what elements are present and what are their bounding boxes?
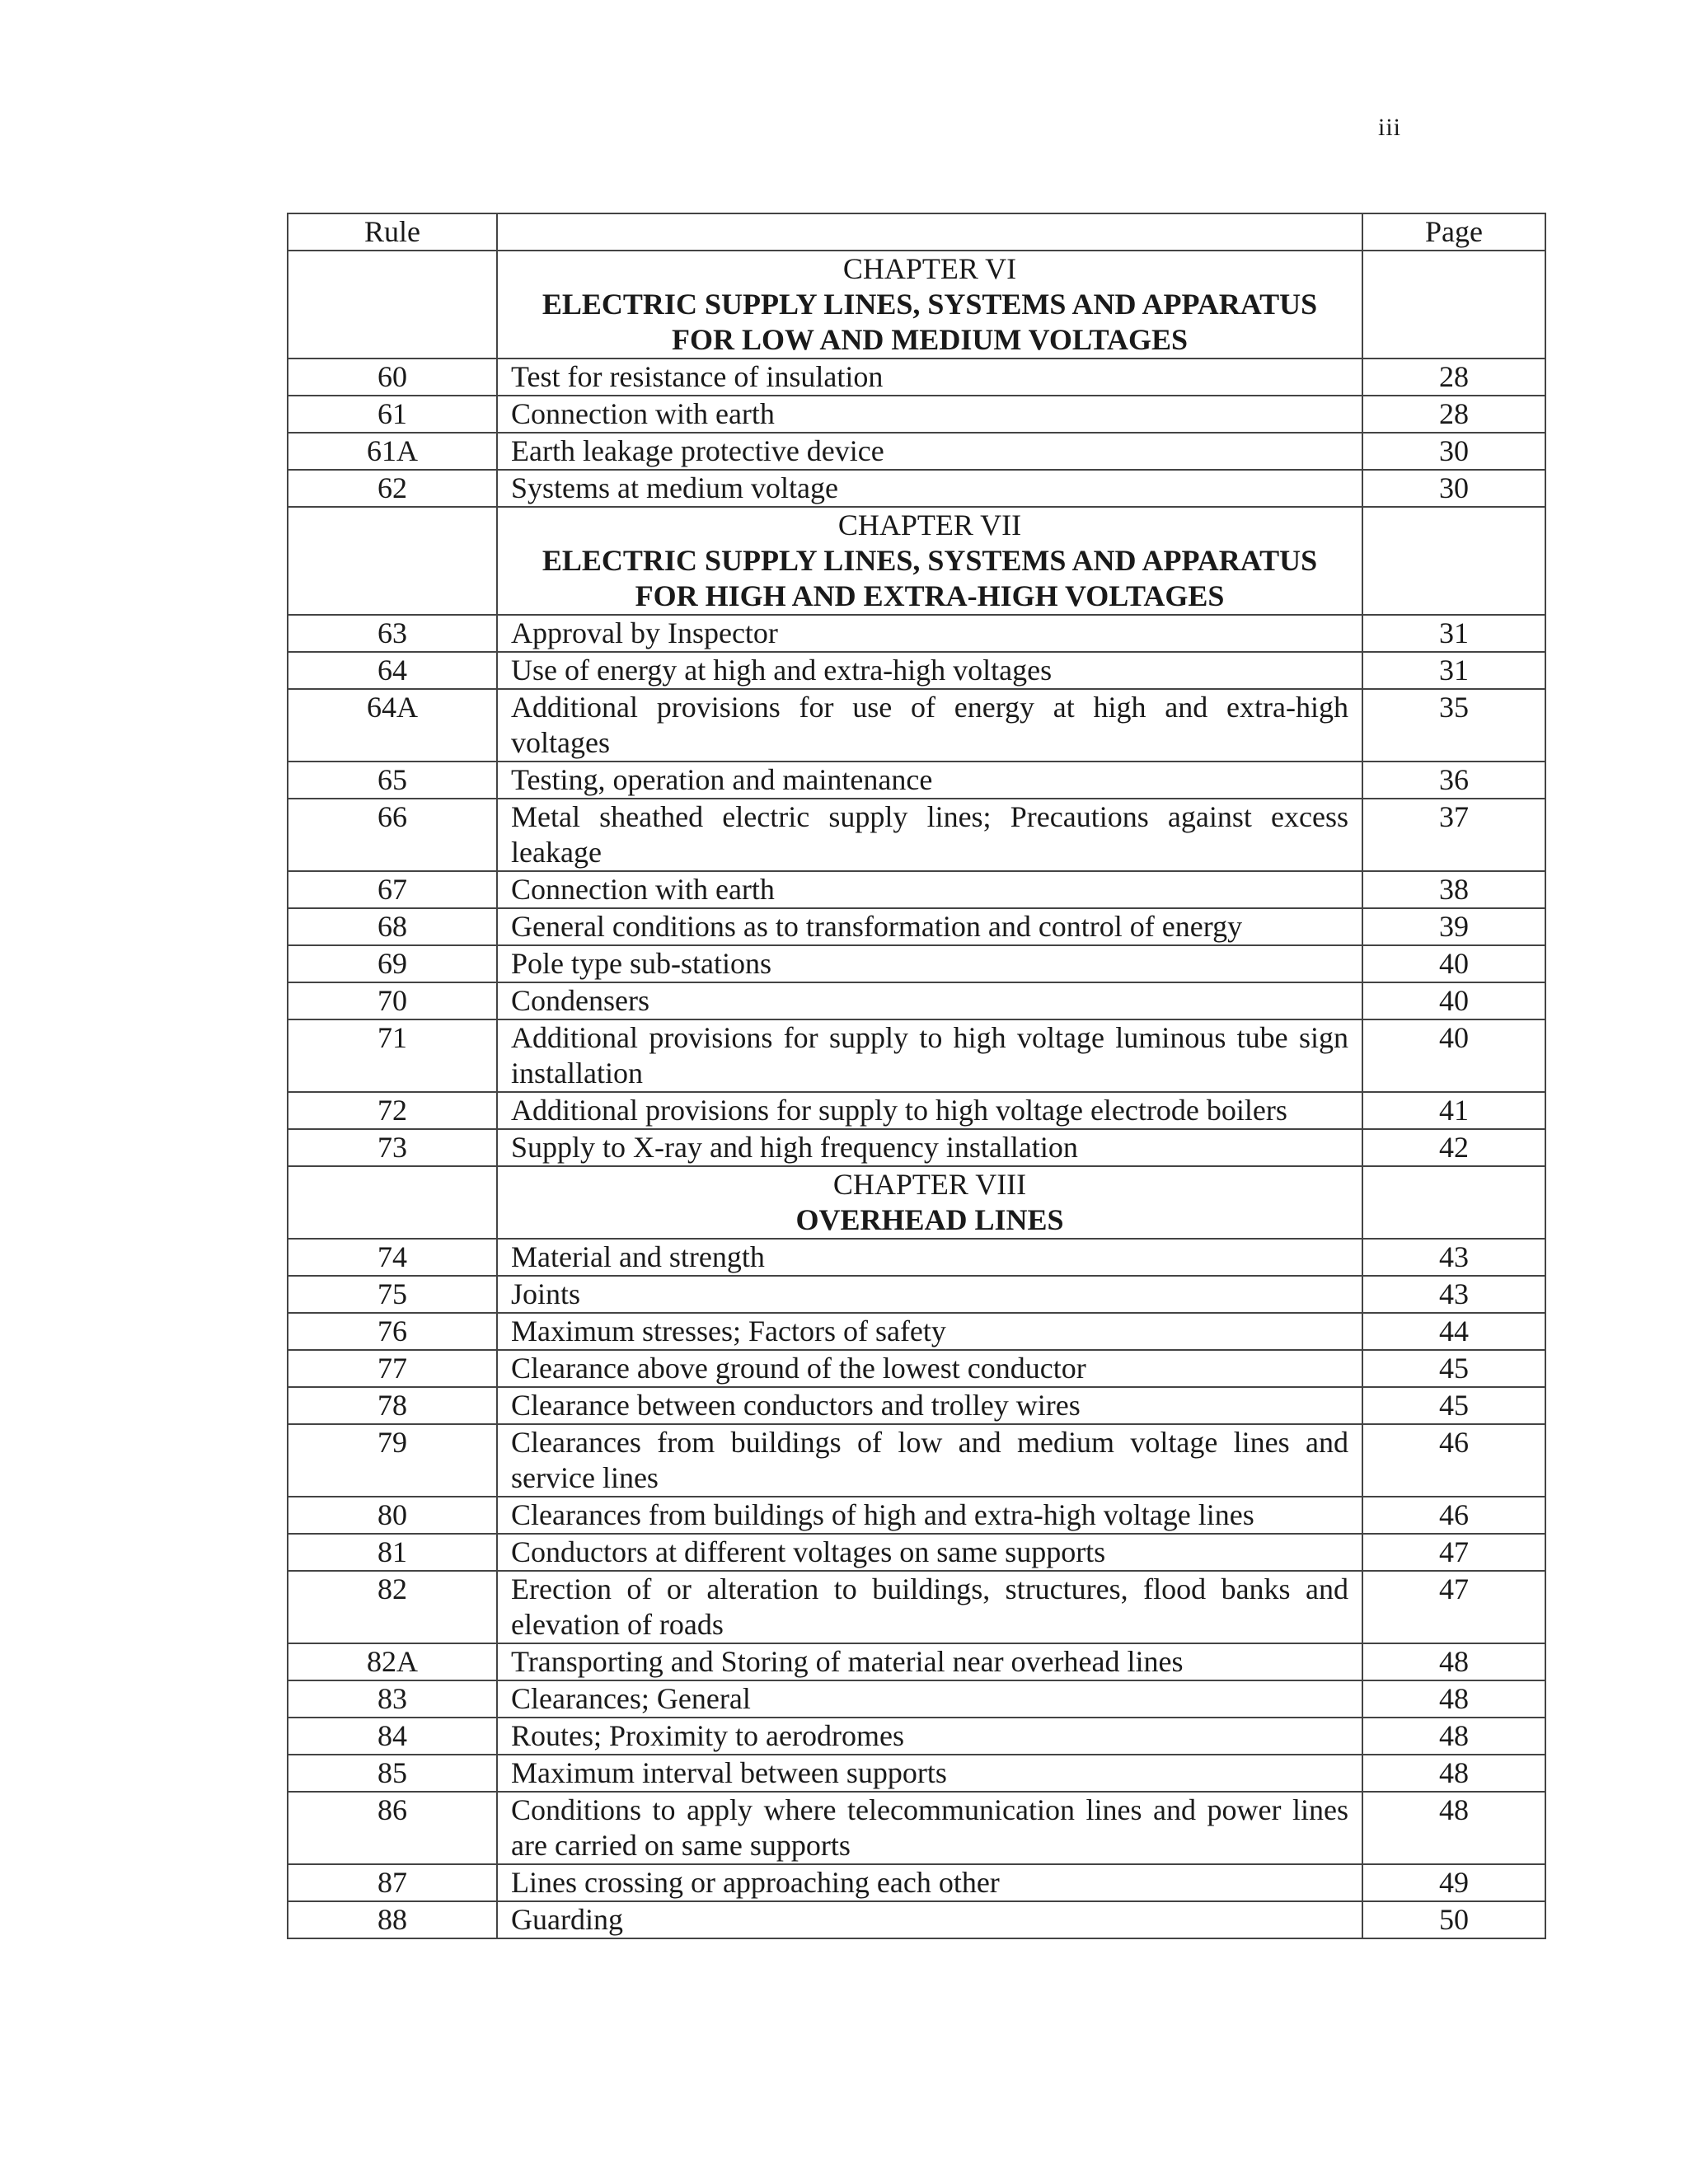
rule-number: 77 (288, 1350, 497, 1387)
rule-number: 71 (288, 1019, 497, 1092)
rule-title: Approval by Inspector (497, 615, 1362, 652)
rule-title: Erection of or alteration to buildings, structures, flood banks and elevation of roads (497, 1571, 1362, 1643)
rule-number: 68 (288, 908, 497, 945)
rule-number: 86 (288, 1792, 497, 1864)
page-reference: 31 (1362, 652, 1545, 689)
page-reference: 43 (1362, 1239, 1545, 1276)
rule-title: Additional provisions for supply to high voltage electrode boilers (497, 1092, 1362, 1129)
page-reference: 30 (1362, 433, 1545, 470)
table-row (288, 470, 1545, 507)
rule-number: 65 (288, 762, 497, 799)
rule-title: Clearances; General (497, 1680, 1362, 1718)
rule-title: Maximum stresses; Factors of safety (497, 1313, 1362, 1350)
rule-number: 64 (288, 652, 497, 689)
rule-title: Lines crossing or approaching each other (497, 1864, 1362, 1901)
page-number: iii (1378, 114, 1402, 141)
page-reference: 47 (1362, 1534, 1545, 1571)
rule-number: 61A (288, 433, 497, 470)
rule-column-header: Rule (288, 213, 497, 251)
rule-title: Conditions to apply where telecommunication lines and power lines are carried on same supports (497, 1792, 1362, 1864)
rule-number: 82 (288, 1571, 497, 1643)
rule-number: 88 (288, 1901, 497, 1938)
page-reference: 28 (1362, 359, 1545, 396)
rule-number: 75 (288, 1276, 497, 1313)
rule-title: Conductors at different voltages on same supports (497, 1534, 1362, 1571)
rule-number: 80 (288, 1497, 497, 1534)
page-column-header: Page (1362, 213, 1545, 251)
table-row (288, 615, 1545, 652)
table-row (288, 1901, 1545, 1938)
rule-number: 69 (288, 945, 497, 982)
page-reference: 50 (1362, 1901, 1545, 1938)
page-reference: 40 (1362, 1019, 1545, 1092)
table-row (288, 1092, 1545, 1129)
rule-title: Supply to X-ray and high frequency installation (497, 1129, 1362, 1166)
chapter-title: ELECTRIC SUPPLY LINES, SYSTEMS AND APPARATUS (542, 288, 1318, 321)
rule-number: 79 (288, 1424, 497, 1497)
table-row (288, 1643, 1545, 1680)
rule-number: 66 (288, 799, 497, 871)
chapter-rule-cell (288, 507, 497, 615)
rule-title: Guarding (497, 1901, 1362, 1938)
table-row (288, 1276, 1545, 1313)
rule-number: 74 (288, 1239, 497, 1276)
table-row (288, 1571, 1545, 1643)
table-row (288, 689, 1545, 762)
chapter-heading-row (288, 507, 1545, 615)
chapter-number: CHAPTER VI (842, 252, 1017, 285)
chapter-title: FOR LOW AND MEDIUM VOLTAGES (671, 323, 1189, 356)
contents-table (287, 213, 1546, 1939)
rule-number: 70 (288, 982, 497, 1019)
page-reference: 41 (1362, 1092, 1545, 1129)
table-header-row (288, 213, 1545, 251)
title-column-header (497, 213, 1362, 251)
page-reference: 46 (1362, 1497, 1545, 1534)
table-row (288, 1129, 1545, 1166)
rule-number: 72 (288, 1092, 497, 1129)
table-row (288, 1424, 1545, 1497)
rule-title: Clearances from buildings of high and extra-high voltage lines (497, 1497, 1362, 1534)
page-reference: 49 (1362, 1864, 1545, 1901)
page-reference: 47 (1362, 1571, 1545, 1643)
rule-title: Clearance above ground of the lowest conductor (497, 1350, 1362, 1387)
page-reference: 42 (1362, 1129, 1545, 1166)
page-reference: 45 (1362, 1387, 1545, 1424)
page-reference: 48 (1362, 1718, 1545, 1755)
page-reference: 31 (1362, 615, 1545, 652)
chapter-heading-row (288, 251, 1545, 359)
page-reference: 39 (1362, 908, 1545, 945)
rule-number: 84 (288, 1718, 497, 1755)
rule-title: Earth leakage protective device (497, 433, 1362, 470)
table-row (288, 799, 1545, 871)
table-row (288, 1792, 1545, 1864)
chapter-heading-cell (497, 507, 1362, 615)
chapter-page-cell (1362, 1166, 1545, 1239)
table-row (288, 1313, 1545, 1350)
rule-title: Use of energy at high and extra-high voltages (497, 652, 1362, 689)
rule-title: Condensers (497, 982, 1362, 1019)
rule-title: Pole type sub-stations (497, 945, 1362, 982)
rule-title: Connection with earth (497, 396, 1362, 433)
table-row (288, 433, 1545, 470)
page-reference: 40 (1362, 945, 1545, 982)
table-row (288, 396, 1545, 433)
rule-title: Testing, operation and maintenance (497, 762, 1362, 799)
chapter-number: CHAPTER VIII (832, 1168, 1027, 1201)
table-row (288, 1019, 1545, 1092)
rule-number: 67 (288, 871, 497, 908)
page-reference: 38 (1362, 871, 1545, 908)
chapter-heading-cell (497, 1166, 1362, 1239)
rule-number: 76 (288, 1313, 497, 1350)
rule-number: 60 (288, 359, 497, 396)
rule-title: Systems at medium voltage (497, 470, 1362, 507)
table-row (288, 1680, 1545, 1718)
page-reference: 43 (1362, 1276, 1545, 1313)
chapter-title: FOR HIGH AND EXTRA-HIGH VOLTAGES (635, 579, 1225, 612)
table-row (288, 1497, 1545, 1534)
rule-title: Test for resistance of insulation (497, 359, 1362, 396)
rule-number: 61 (288, 396, 497, 433)
rule-number: 82A (288, 1643, 497, 1680)
table-row (288, 762, 1545, 799)
rule-number: 78 (288, 1387, 497, 1424)
rule-number: 87 (288, 1864, 497, 1901)
page-reference: 36 (1362, 762, 1545, 799)
rule-title: Clearances from buildings of low and medium voltage lines and service lines (497, 1424, 1362, 1497)
table-row (288, 871, 1545, 908)
rule-title: Additional provisions for supply to high voltage luminous tube sign installation (497, 1019, 1362, 1092)
table-row (288, 1387, 1545, 1424)
rule-title: Clearance between conductors and trolley wires (497, 1387, 1362, 1424)
rule-title: Material and strength (497, 1239, 1362, 1276)
table-row (288, 1718, 1545, 1755)
rule-number: 85 (288, 1755, 497, 1792)
chapter-page-cell (1362, 251, 1545, 359)
page-reference: 48 (1362, 1680, 1545, 1718)
page-reference: 46 (1362, 1424, 1545, 1497)
chapter-title: OVERHEAD LINES (795, 1203, 1064, 1236)
table-row (288, 359, 1545, 396)
table-row (288, 1534, 1545, 1571)
table-row (288, 1755, 1545, 1792)
rule-title: Joints (497, 1276, 1362, 1313)
page-reference: 37 (1362, 799, 1545, 871)
rule-title: Routes; Proximity to aerodromes (497, 1718, 1362, 1755)
chapter-heading-cell (497, 251, 1362, 359)
table-row (288, 982, 1545, 1019)
page-reference: 44 (1362, 1313, 1545, 1350)
chapter-heading-row (288, 1166, 1545, 1239)
rule-number: 81 (288, 1534, 497, 1571)
contents-body (288, 251, 1545, 1938)
rule-title: General conditions as to transformation and control of energy (497, 908, 1362, 945)
page-reference: 48 (1362, 1643, 1545, 1680)
chapter-title: ELECTRIC SUPPLY LINES, SYSTEMS AND APPARATUS (542, 544, 1318, 577)
rule-title: Transporting and Storing of material near overhead lines (497, 1643, 1362, 1680)
rule-number: 83 (288, 1680, 497, 1718)
table-row (288, 1239, 1545, 1276)
table-row (288, 1350, 1545, 1387)
table-row (288, 1864, 1545, 1901)
table-row (288, 652, 1545, 689)
page-reference: 45 (1362, 1350, 1545, 1387)
rule-number: 73 (288, 1129, 497, 1166)
table-row (288, 945, 1545, 982)
page-reference: 30 (1362, 470, 1545, 507)
rule-number: 62 (288, 470, 497, 507)
rule-title: Connection with earth (497, 871, 1362, 908)
rule-title: Metal sheathed electric supply lines; Precautions against excess leakage (497, 799, 1362, 871)
rule-number: 63 (288, 615, 497, 652)
rule-number: 64A (288, 689, 497, 762)
page-reference: 28 (1362, 396, 1545, 433)
rule-title: Additional provisions for use of energy at high and extra-high voltages (497, 689, 1362, 762)
chapter-page-cell (1362, 507, 1545, 615)
chapter-number: CHAPTER VII (837, 509, 1022, 541)
page-reference: 40 (1362, 982, 1545, 1019)
rule-title: Maximum interval between supports (497, 1755, 1362, 1792)
page-reference: 48 (1362, 1755, 1545, 1792)
table-row (288, 908, 1545, 945)
chapter-rule-cell (288, 1166, 497, 1239)
chapter-rule-cell (288, 251, 497, 359)
page-reference: 48 (1362, 1792, 1545, 1864)
page-reference: 35 (1362, 689, 1545, 762)
